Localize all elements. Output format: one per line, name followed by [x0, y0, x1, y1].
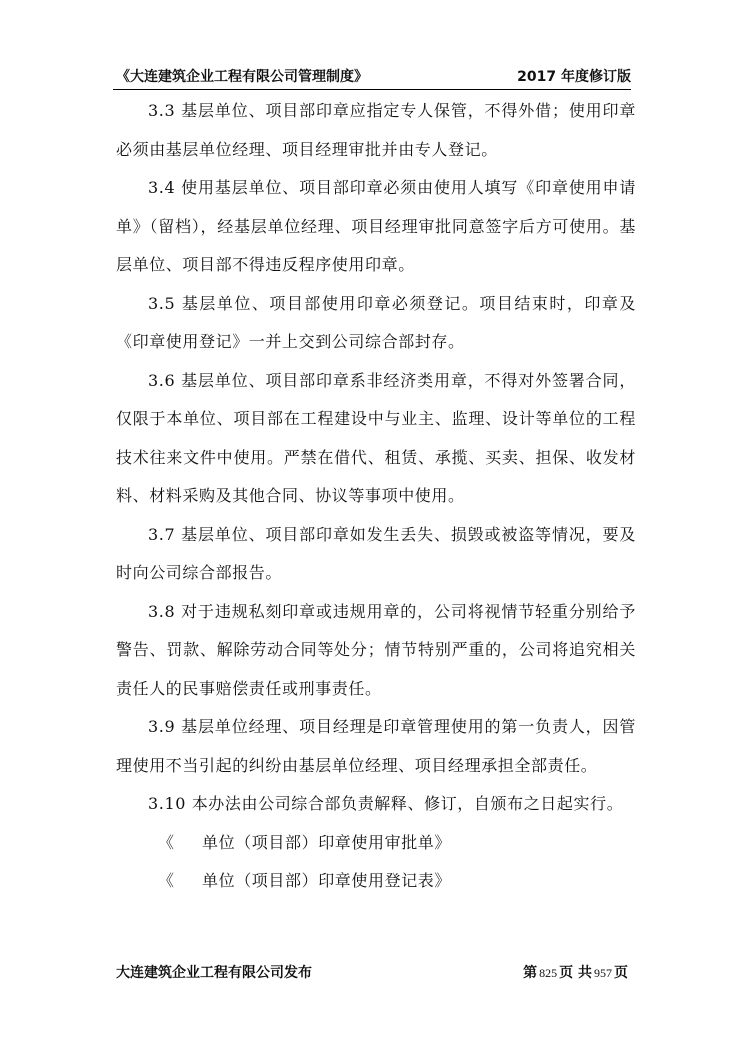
- header-divider: [113, 89, 631, 90]
- document-version: 2017 年度修订版: [517, 69, 631, 85]
- clause-3-8: 3.8 对于违规私刻印章或违规用章的，公司将视情节轻重分别给予警告、罚款、解除劳动合同等处分；情节特别严重的，公司将追究相关责任人的民事赔偿责任或刑事责任。: [116, 601, 636, 698]
- attachment-register-form: [116, 862, 636, 901]
- clause-3-10: 3.10 本办法由公司综合部负责解释、修订，自颁布之日起实行。: [148, 794, 624, 813]
- attachment-title: 单位（项目部）印章使用审批单》: [202, 832, 452, 852]
- clause-3-3: 3.3 基层单位、项目部印章应指定专人保管，不得外借；使用印章必须由基层单位经理、项目经理审批并由专人登记。: [116, 101, 636, 159]
- page-header: [113, 64, 631, 88]
- page-mid: 页 共: [559, 965, 592, 981]
- attachment-approval-form: [116, 824, 636, 863]
- attachment-open-bracket: 《: [158, 832, 175, 852]
- page-counter: [523, 962, 628, 982]
- page-prefix: 第: [523, 965, 538, 981]
- page-current: 825: [539, 966, 558, 980]
- clause-3-6: 3.6 基层单位、项目部印章系非经济类用章，不得对外签署合同，仅限于本单位、项目部在工程建设中与业主、监理、设计等单位的工程技术往来文件中使用。严禁在借代、租赁、承揽、买卖、担保、收发材料、材料采购及其他合同、协议等事项中使用。: [116, 370, 636, 505]
- page-footer: [116, 962, 628, 984]
- document-title: 《大连建筑企业工程有限公司管理制度》: [116, 69, 368, 85]
- clause-3-4: 3.4 使用基层单位、项目部印章必须由使用人填写《印章使用申请单》（留档），经基层单位经理、项目经理审批同意签字后方可使用。基层单位、项目部不得违反程序使用印章。: [116, 178, 636, 274]
- clause-3-7: 3.7 基层单位、项目部印章如发生丢失、损毁或被盗等情况，要及时向公司综合部报告。: [116, 524, 636, 582]
- clause-3-9: 3.9 基层单位经理、项目经理是印章管理使用的第一负责人，因管理使用不当引起的纠纷由基层单位经理、项目经理承担全部责任。: [116, 717, 636, 775]
- page-total: 957: [594, 966, 612, 980]
- attachment-title: 单位（项目部）印章使用登记表》: [202, 871, 452, 890]
- publisher: 大连建筑企业工程有限公司发布: [116, 965, 312, 981]
- document-body: [116, 92, 636, 901]
- clause-3-5: 3.5 基层单位、项目部使用印章必须登记。项目结束时，印章及《印章使用登记》一并上交到公司综合部封存。: [116, 293, 636, 351]
- attachment-open-bracket: 《: [158, 871, 175, 890]
- page-suffix: 页: [614, 965, 628, 981]
